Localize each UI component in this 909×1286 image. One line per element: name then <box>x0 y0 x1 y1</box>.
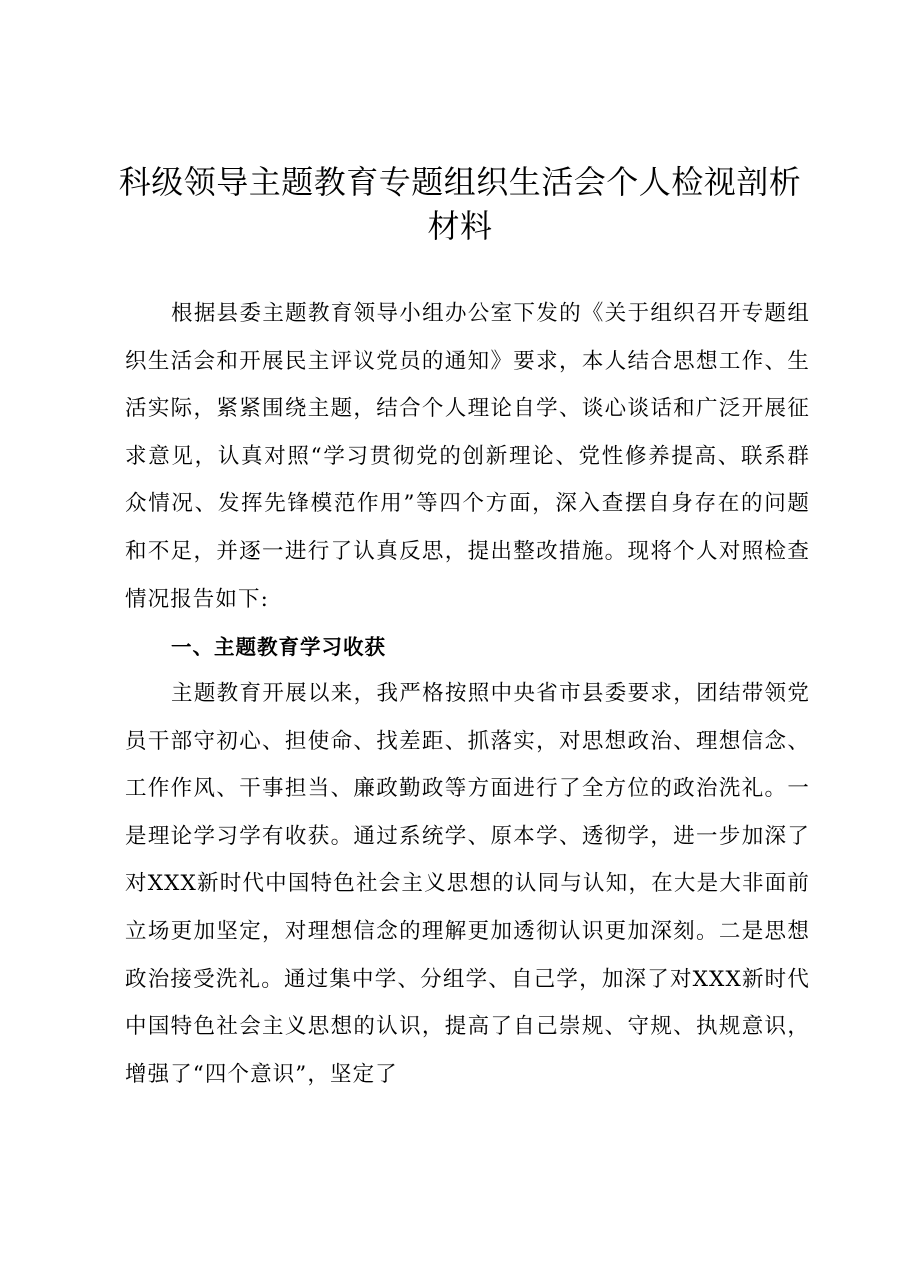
section-heading: 一、主题教育学习收获 <box>171 635 386 659</box>
intro-paragraph: 根据县委主题教育领导小组办公室下发的《关于组织召开专题组织生活会和开展民主评议党员的通知》要求，本人结合思想工作、生活实际，紧紧围绕主题，结合个人理论自学、谈心谈话和广泛开展征求意见，认真对照“学习贯彻党的创新理论、党性修养提高、联系群众情况、发挥先锋模范作用”等四个方面，深入查摆自身存在的问题和不足，并逐一进行了认真反思，提出整改措施。现将个人对照检查情况报告如下: <box>125 301 810 612</box>
section-paragraph: 主题教育开展以来，我严格按照中央省市县委要求，团结带领党员干部守初心、担使命、找差距、抓落实，对思想政治、理想信念、工作作风、干事担当、廉政勤政等方面进行了全方位的政治洗礼。一是理论学习学有收获。通过系统学、原本学、透彻学，进一步加深了对XXX新时代中国特色社会主义思想的认同与认知，在大是大非面前立场更加坚定，对理想信念的理解更加透彻认识更加深刻。二是思想政治接受洗礼。通过集中学、分组学、自己学，加深了对XXX新时代中国特色社会主义思想的认识，提高了自己崇规、守规、执规意识，增强了“四个意识”，坚定了 <box>125 681 810 1087</box>
document-title-line-1: 科级领导主题教育专题组织生活会个人检视剖析 <box>118 163 802 201</box>
document-title <box>110 160 810 248</box>
document-title-line-2: 材料 <box>427 207 493 245</box>
